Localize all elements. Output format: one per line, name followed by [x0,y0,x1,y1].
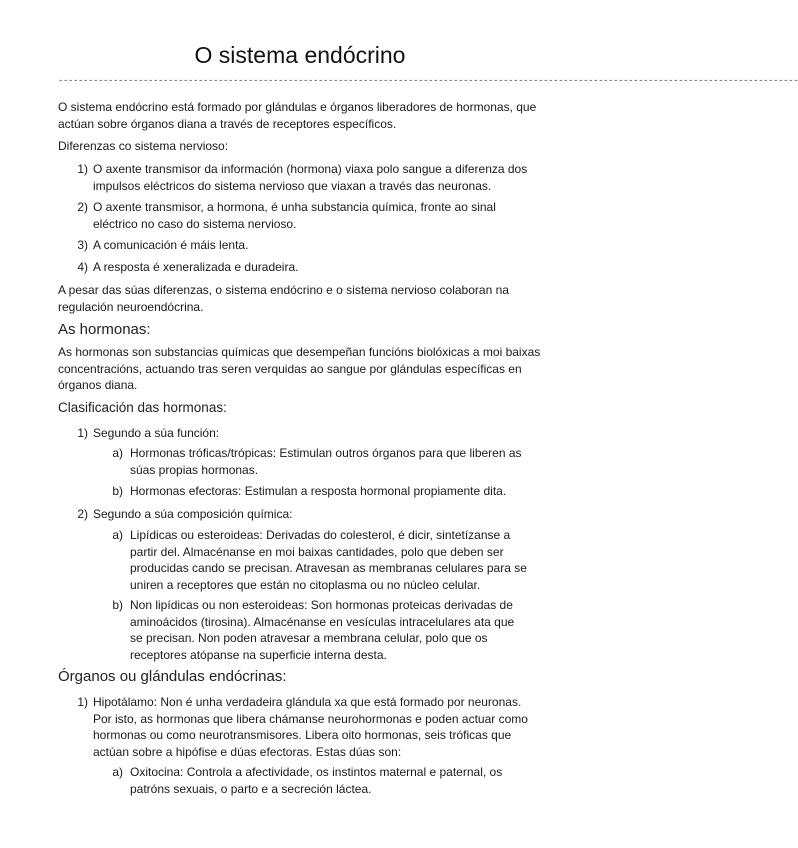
list-letter: a) [112,528,123,542]
list-number: 2) [77,507,88,521]
page-title: O sistema endócrino [194,42,406,68]
list-number: 1) [77,426,88,440]
list-letter: a) [112,446,123,460]
classification-heading: Clasificación das hormonas: [58,400,227,415]
title-divider: ---------------------------------------------------------------------------------------------------------------------------------------------------- [58,76,798,86]
list-text: A resposta é xeneralizada e duradeira. [93,260,299,274]
list-letter: b) [112,598,123,612]
list-text: A comunicación é máis lenta. [93,238,249,252]
list-text: Lipídicas ou esteroideas: Derivadas do colesterol, é dicir, sintetízanse a partir del. Almacénanse en moi baixas cantidades, polo que deben ser producidas cando se precisan. Atravesan as membranas celulares para se uniren a receptores que están no citoplasma ou no núcleo celular. [130,528,527,592]
hormones-heading: As hormonas: [58,321,151,338]
list-text: Segundo a súa función: [93,426,220,440]
list-text: Hipotálamo: Non é unha verdadeira glándula xa que está formado por neuronas. Por isto, as hormonas que libera chámanse neurohormonas e poden actuar como hormonas ou como neurotransmisores. Libera oito hormonas, seis tróficas que actúan sobre a hipófise e dúas efectoras. Estas dúas son: [93,695,528,759]
list-text: Hormonas efectoras: Estimulan a resposta hormonal propiamente dita. [130,484,507,498]
intro-paragraph: O sistema endócrino está formado por glándulas e órganos liberadores de hormonas, que actúan sobre órganos diana a través de receptores específicos. [58,100,537,131]
list-number: 3) [77,238,88,252]
list-text: O axente transmisor da información (hormona) viaxa polo sangue a diferenza dos impulsos eléctricos do sistema nervioso que viaxan a través das neuronas. [93,162,528,193]
list-text: Non lipídicas ou non esteroideas: Son hormonas proteicas derivadas de aminoácidos (tirosina). Almacénanse en vesículas intracelulares ata que se precisan. Non poden atravesar a membrana celular, polo que os receptores atópanse na superficie interna desta. [130,598,515,662]
list-text: Segundo a súa composición química: [93,507,293,521]
list-letter: a) [112,765,123,779]
list-number: 1) [77,162,88,176]
list-text: Oxitocina: Controla a afectividade, os instintos maternal e paternal, os patróns sexuais, o parto e a secreción láctea. [130,765,503,796]
list-letter: b) [112,484,123,498]
differences-heading: Diferenzas co sistema nervioso: [58,139,229,153]
despite-paragraph: A pesar das súas diferenzas, o sistema endócrino e o sistema nervioso colaboran na regulación neuroendócrina. [58,283,509,314]
list-number: 2) [77,200,88,214]
organs-heading: Órganos ou glándulas endócrinas: [58,668,287,685]
list-text: Hormonas tróficas/trópicas: Estimulan outros órganos para que liberen as súas propias hormonas. [130,446,522,477]
hormones-paragraph: As hormonas son substancias químicas que desempeñan funcións biolóxicas a moi baixas concentracións, actuando tras seren verquidas ao sangue por glándulas específicas en órganos diana. [58,345,541,392]
list-number: 4) [77,260,88,274]
list-text: O axente transmisor, a hormona, é unha substancia química, fronte ao sinal eléctrico no caso do sistema nervioso. [93,200,496,231]
list-number: 1) [77,695,88,709]
